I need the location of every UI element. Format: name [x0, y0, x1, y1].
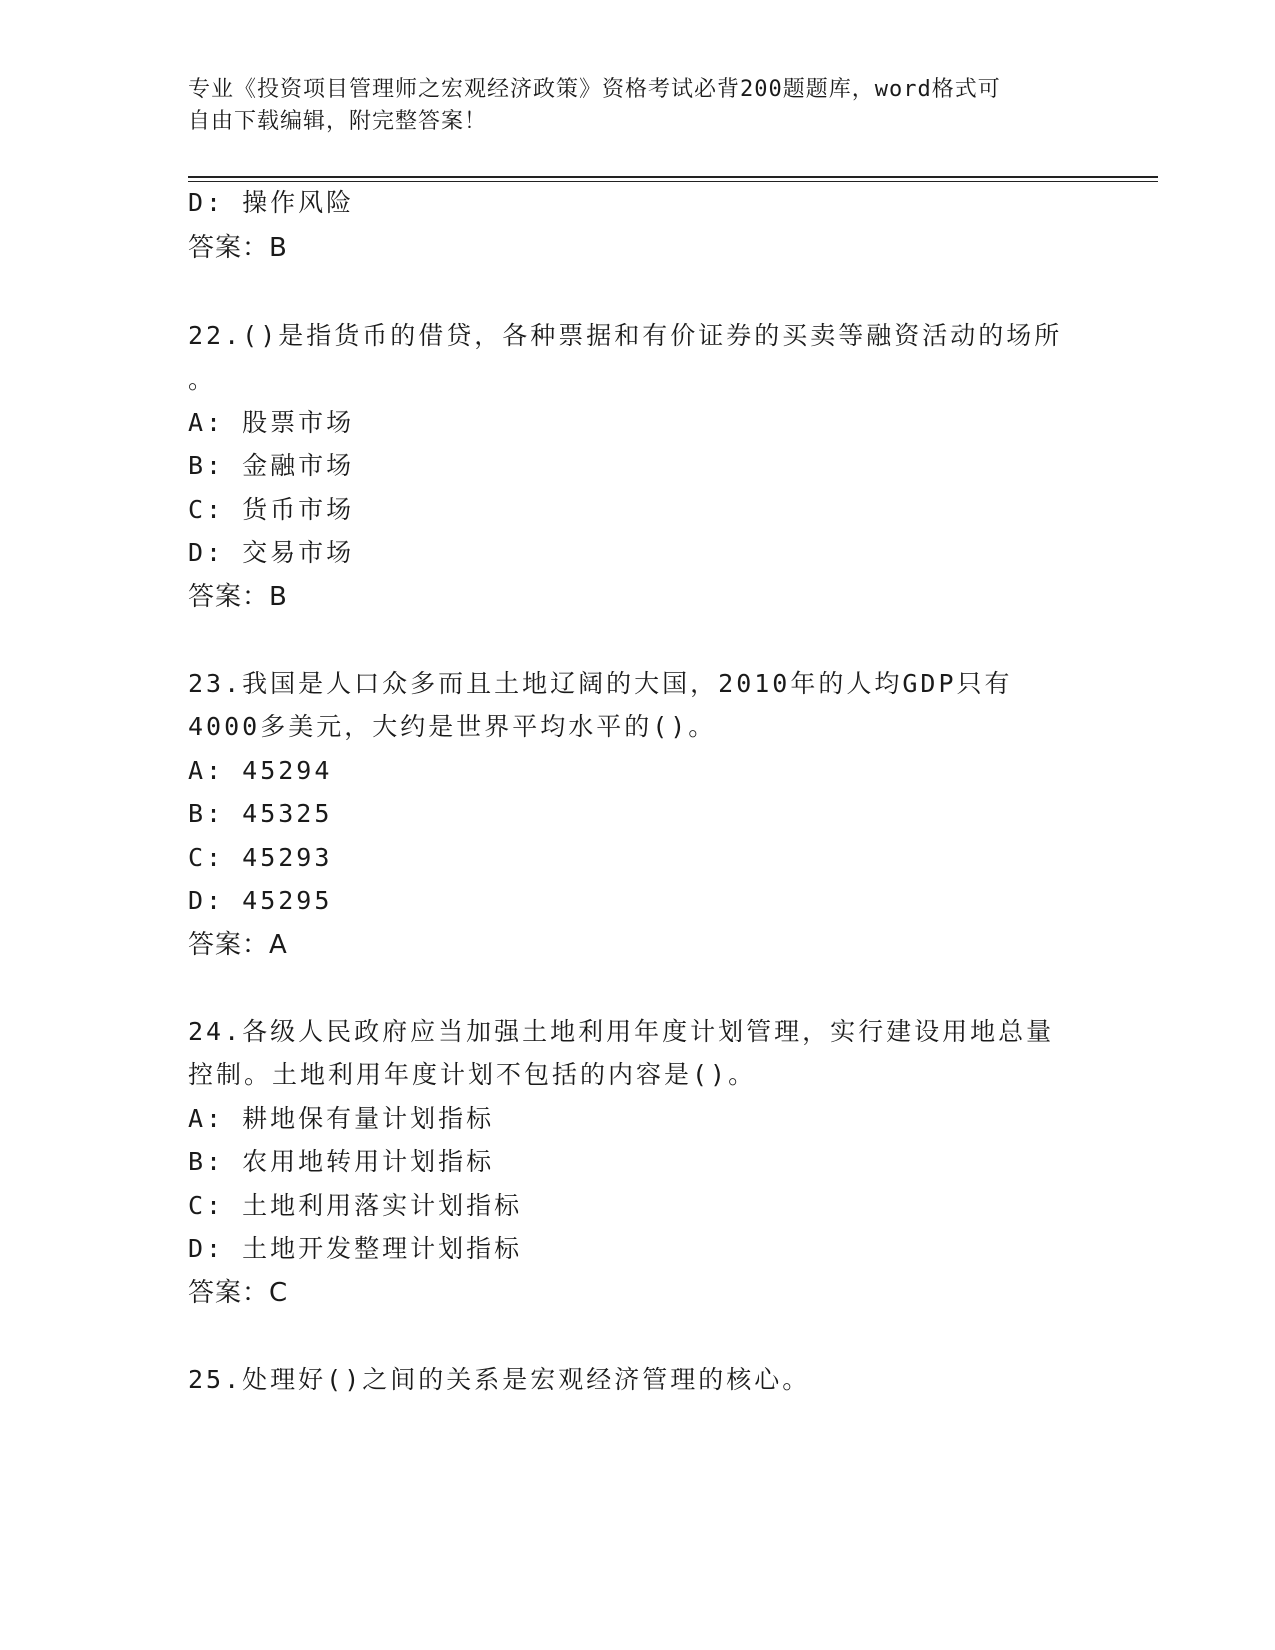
q23-option-c: C: 45293 [188, 843, 333, 872]
document-header [188, 74, 1088, 138]
q22-stem-line-2: 。 [188, 365, 217, 394]
q24-option-c: C: 土地利用落实计划指标 [188, 1191, 523, 1220]
q24-answer: 答案：C [188, 1278, 289, 1308]
header-line-2: 自由下载编辑，附完整答案！ [188, 109, 488, 134]
prev-answer: 答案：B [188, 233, 288, 263]
q23-option-d: D: 45295 [188, 886, 333, 915]
q23-stem-line-2: 4000多美元，大约是世界平均水平的()。 [188, 712, 717, 741]
q24-option-a: A: 耕地保有量计划指标 [188, 1104, 495, 1133]
q22-answer: 答案：B [188, 582, 288, 612]
q24-stem-line-1: 24.各级人民政府应当加强土地利用年度计划管理，实行建设用地总量 [188, 1017, 1055, 1046]
q25-stem-line-1: 25.处理好()之间的关系是宏观经济管理的核心。 [188, 1365, 811, 1394]
q22-option-a: A: 股票市场 [188, 408, 355, 437]
q24-option-d: D: 土地开发整理计划指标 [188, 1234, 523, 1263]
q22-stem-line-1: 22.()是指货币的借贷，各种票据和有价证券的买卖等融资活动的场所 [188, 321, 1063, 350]
q22-option-d: D: 交易市场 [188, 538, 355, 567]
prev-option-d: D: 操作风险 [188, 188, 355, 217]
q24-stem-line-2: 控制。土地利用年度计划不包括的内容是()。 [188, 1060, 757, 1089]
q22-option-c: C: 货币市场 [188, 495, 355, 524]
header-divider-thin [188, 181, 1158, 182]
q23-stem-line-1: 23.我国是人口众多而且土地辽阔的大国，2010年的人均GDP只有 [188, 669, 1013, 698]
q23-option-b: B: 45325 [188, 799, 333, 828]
header-divider-thick [188, 176, 1158, 178]
header-line-1: 专业《投资项目管理师之宏观经济政策》资格考试必背200题题库，word格式可 [188, 77, 1001, 102]
q23-option-a: A: 45294 [188, 756, 333, 785]
q22-option-b: B: 金融市场 [188, 451, 355, 480]
q23-answer: 答案：A [188, 930, 288, 960]
q24-option-b: B: 农用地转用计划指标 [188, 1147, 495, 1176]
